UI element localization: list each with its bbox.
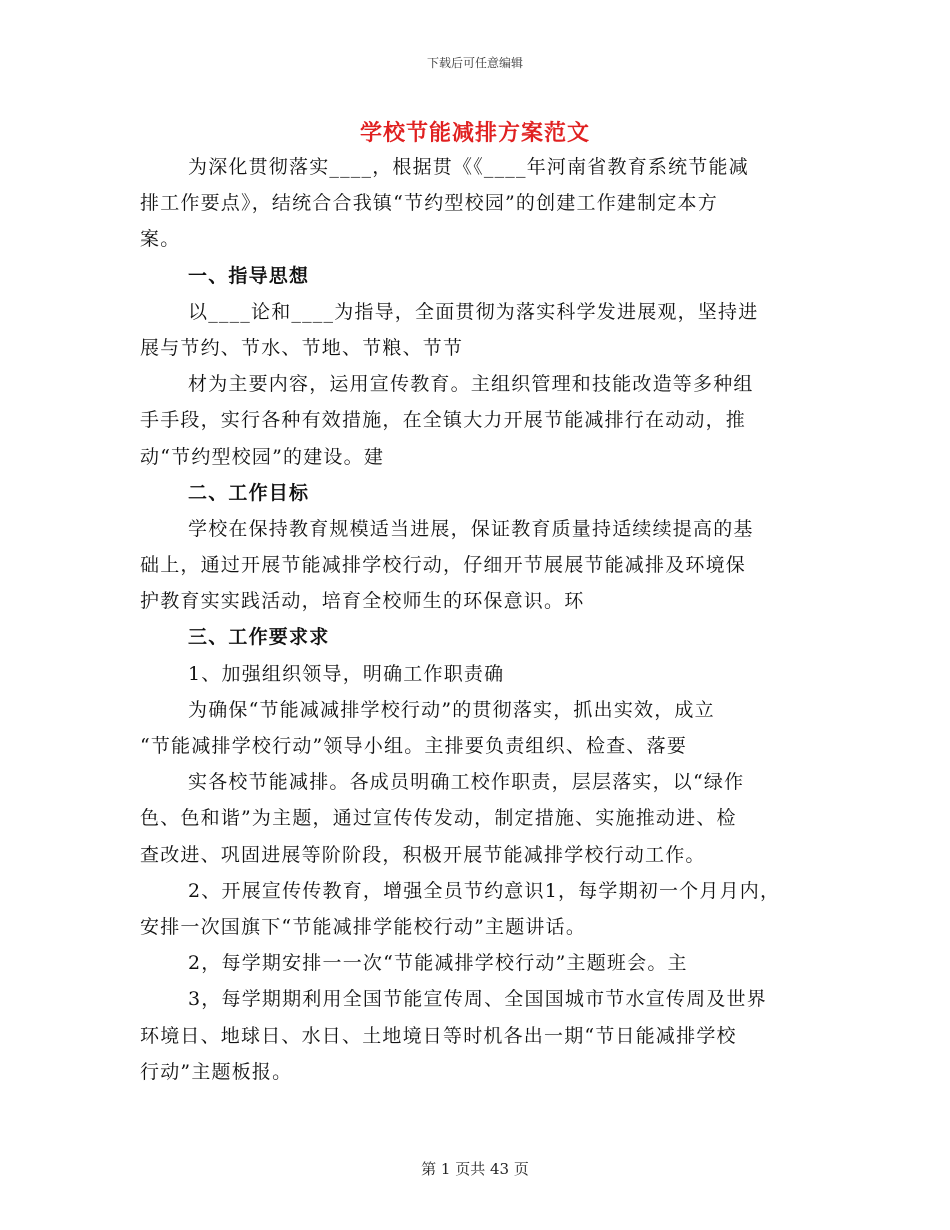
body-text-line: 色、色和谐”为主题，通过宣传传发动，制定措施、实施推动进、检 xyxy=(140,807,737,830)
page-header-note: 下载后可任意编辑 xyxy=(426,56,523,70)
page-footer-number: 第 1 页共 43 页 xyxy=(421,1160,529,1178)
body-text-line: 3，每学期期利用全国节能宣传周、全国国城市节水宣传周及世界 xyxy=(188,988,767,1011)
body-text-line: 手手段，实行各种有效措施，在全镇大力开展节能减排行在动动，推 xyxy=(140,409,747,432)
body-text-line: 学校在保持教育规模适当进展，保证教育质量持适续续提高的基 xyxy=(188,517,754,540)
body-text-line: 动“节约型校园”的建设。建 xyxy=(140,445,385,468)
body-text-line: 2，每学期安排一一次“节能减排学校行动”主题班会。主 xyxy=(188,952,688,975)
body-text-line: 排工作要点》，结统合合我镇“节约型校园”的创建工作建制定本方 xyxy=(140,192,718,215)
document-body xyxy=(140,149,820,1090)
body-text-line: 2、开展宣传传教育，增强全员节约意识1，每学期初一个月月内， xyxy=(188,879,781,902)
document-title: 学校节能减排方案范文 xyxy=(359,120,590,146)
section-heading: 一、指导思想 xyxy=(188,264,310,287)
body-text-line: 以____论和____为指导，全面贯彻为落实科学发进展观，坚持进 xyxy=(188,300,759,323)
section-heading: 三、工作要求求 xyxy=(188,626,330,649)
body-text-line: 护教育实实践活动，培育全校师生的环保意识。环 xyxy=(140,590,585,613)
body-text-line: 实各校节能减排。各成员明确工校作职责，层层落实，以“绿作 xyxy=(188,771,745,794)
body-text-line: 环境日、地球日、水日、土地境日等时机各出一期“节日能减排学校 xyxy=(140,1024,737,1047)
body-text-line: 为深化贯彻落实____，根据贯《《____年河南省教育系统节能减 xyxy=(188,156,749,178)
body-text-line: 材为主要内容，运用宣传教育。主组织管理和技能改造等多种组 xyxy=(188,373,754,396)
body-text-line: 行动”主题板报。 xyxy=(140,1060,293,1083)
body-text-line: 展与节约、节水、节地、节粮、节节 xyxy=(140,336,464,359)
body-text-line: 础上，通过开展节能减排学校行动，仔细开节展展节能减排及环境保 xyxy=(140,554,747,577)
body-text-line: “节能减排学校行动”领导小组。主排要负责组织、检查、落要 xyxy=(140,735,688,757)
body-text-line: 1、加强组织领导，明确工作职责确 xyxy=(188,662,505,685)
body-text-line: 查改进、巩固进展等阶阶段，积极开展节能减排学校行动工作。 xyxy=(140,843,706,866)
body-text-line: 安排一次国旗下“节能减排学能校行动”主题讲话。 xyxy=(140,915,587,938)
body-text-line: 为确保“节能减减排学校行动”的贯彻落实，抓出实效，成立 xyxy=(188,698,715,721)
section-heading: 二、工作目标 xyxy=(188,481,310,504)
body-text-line: 案。 xyxy=(140,228,181,251)
